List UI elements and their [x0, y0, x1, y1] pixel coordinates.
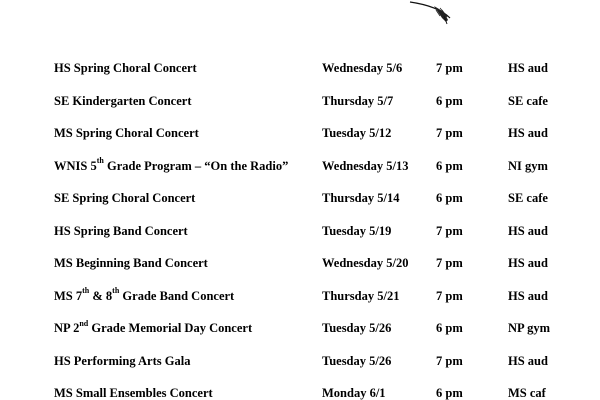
- event-name: [54, 318, 252, 338]
- event-date: Tuesday 5/19: [322, 223, 392, 238]
- event-name: [54, 156, 288, 176]
- event-date: Wednesday 5/20: [322, 256, 409, 270]
- event-time: 7 pm: [436, 353, 463, 368]
- event-name-part: Grade Program – “On the Radio”: [103, 158, 289, 173]
- event-name: MS Small Ensembles Concert: [54, 386, 213, 400]
- event-name: HS Spring Choral Concert: [54, 61, 197, 75]
- event-time: 6 pm: [436, 93, 463, 108]
- event-date: Thursday 5/7: [322, 93, 394, 108]
- event-date: Monday 6/1: [322, 386, 386, 400]
- table-row: [54, 349, 600, 382]
- event-name-part: & 8: [89, 288, 113, 303]
- event-name-part: Grade Memorial Day Concert: [88, 321, 253, 335]
- event-time: 7 pm: [436, 223, 463, 238]
- table-row: [54, 89, 600, 122]
- event-schedule-table: [54, 56, 600, 400]
- ordinal-suffix: th: [112, 286, 120, 296]
- event-name: SE Spring Choral Concert: [54, 191, 196, 205]
- feather-quill-icon: [400, 0, 460, 26]
- event-date: Thursday 5/21: [322, 288, 400, 303]
- event-time: 6 pm: [436, 386, 463, 400]
- ordinal-suffix: nd: [79, 318, 89, 328]
- table-row: [54, 251, 600, 284]
- event-location: HS aud: [508, 353, 548, 368]
- event-location: HS aud: [508, 256, 548, 270]
- event-date: Tuesday 5/26: [322, 353, 392, 368]
- event-time: 7 pm: [436, 256, 463, 270]
- event-location: HS aud: [508, 223, 548, 238]
- table-row: [54, 186, 600, 219]
- event-date: Thursday 5/14: [322, 191, 400, 205]
- ordinal-suffix: th: [96, 156, 104, 166]
- event-location: NI gym: [508, 158, 548, 173]
- event-location: HS aud: [508, 61, 548, 75]
- table-row: [54, 56, 600, 89]
- table-row: [54, 381, 600, 400]
- event-time: 7 pm: [436, 61, 463, 75]
- table-row: [54, 219, 600, 252]
- event-location: SE cafe: [508, 191, 548, 205]
- event-name: SE Kindergarten Concert: [54, 93, 192, 108]
- event-name-part: WNIS 5: [54, 158, 97, 173]
- event-time: 6 pm: [436, 321, 463, 335]
- event-name: MS Spring Choral Concert: [54, 126, 199, 140]
- table-row: [54, 121, 600, 154]
- event-location: HS aud: [508, 126, 548, 140]
- event-name: MS Beginning Band Concert: [54, 256, 208, 270]
- event-location: SE cafe: [508, 93, 548, 108]
- table-row: [54, 284, 600, 317]
- table-row: [54, 316, 600, 349]
- event-time: 6 pm: [436, 191, 463, 205]
- event-location: MS caf: [508, 386, 546, 400]
- event-date: Tuesday 5/26: [322, 321, 392, 335]
- event-time: 6 pm: [436, 158, 463, 173]
- event-name-part: MS 7: [54, 288, 83, 303]
- event-name: [54, 286, 234, 306]
- event-name: HS Performing Arts Gala: [54, 353, 191, 368]
- table-row: [54, 154, 600, 187]
- event-time: 7 pm: [436, 288, 463, 303]
- event-location: NP gym: [508, 321, 551, 335]
- event-name: HS Spring Band Concert: [54, 223, 188, 238]
- event-date: Tuesday 5/12: [322, 126, 392, 140]
- event-name-part: Grade Band Concert: [119, 288, 235, 303]
- event-time: 7 pm: [436, 126, 463, 140]
- event-date: Wednesday 5/6: [322, 61, 403, 75]
- ordinal-suffix: th: [82, 286, 90, 296]
- event-name-part: NP 2: [54, 321, 80, 335]
- event-location: HS aud: [508, 288, 548, 303]
- event-date: Wednesday 5/13: [322, 158, 409, 173]
